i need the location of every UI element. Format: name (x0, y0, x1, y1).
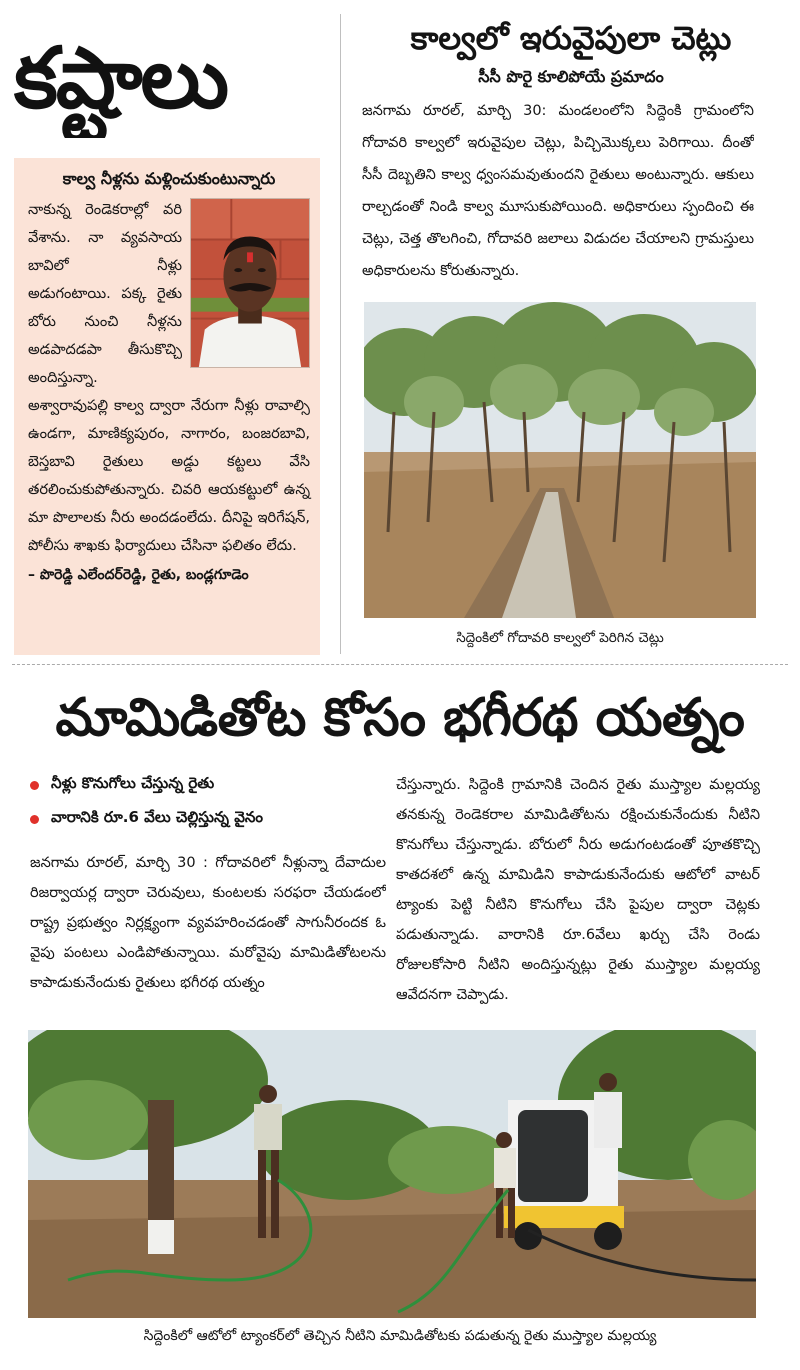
story1-body: జనగామ రూరల్, మార్చి 30: మండలంలోని సిద్దెంకి గ్రామంలోని గోదావరి కాల్వలో ఇరువైపుల చెట్లు, పిచ్చిమొక్కలు పెరిగాయి. దీంతో సీసీ దెబ్బతిని కాల్వ ధ్వంసమవుతుందని రైతులు అంటున్నారు. ఆకులు రాల్చడంతో నిండి కాల్వ మూసుకుపోయింది. అధికారులు స్పందించి ఈ చెట్లు, చెత్త తొలగించి, గోదావరి జలాలు విడుదల చేయాలని గ్రామస్తులు అధికారులను కోరుతున్నారు. (362, 103, 754, 279)
story2-headline: మామిడితోట కోసం భగీరథ యత్నం (55, 688, 745, 748)
bullet-text: వారానికి రూ.6 వేలు చెల్లిస్తున్న వైనం (51, 808, 264, 826)
bullet-item (30, 770, 386, 800)
bullet-dot-icon (30, 815, 39, 824)
story2-lead-paragraph: జనగామ రూరల్, మార్చి 30 : గోదావరిలో నీళ్లున్నా దేవాదుల రిజర్వాయర్ల ద్వారా చెరువులు, కుంటలకు సరఫరా చేయడంలో రాష్ట్ర ప్రభుత్వం నిర్లక్ష్యంగా వ్యవహరించడంతో సాగునీరందక ఓ వైపు పంటలు ఎండిపోతున్నాయి. మరోవైపు మామిడితోటలను కాపాడుకునేందుకు రైతులు భగీరథ యత్నం (30, 855, 386, 991)
canal-trees-photo (364, 302, 756, 618)
mango-orchard-photo (28, 1030, 756, 1318)
canal-photo-caption: సిద్దెంకిలో గోదావరి కాల్వలో పెరిగిన చెట్లు (456, 630, 664, 646)
farmer-quote-box (14, 158, 320, 655)
bullet-item (30, 804, 386, 834)
story1-subheadline: సీసీ పొరై కూలిపోయే ప్రమాదం (478, 67, 664, 86)
story2-continuation: చేస్తున్నారు. సిద్దెంకి గ్రామానికి చెందిన రైతు ముస్త్యాల మల్లయ్య తనకున్న రెండెకరాల మామిడితోటను రక్షించుకునేందుకు నీటిని కొనుగోలు చేస్తున్నాడు. బోరులో నీరు అడుగంటడంతో పూతకొచ్చి కాతదశలో ఉన్న మామిడిని కాపాడుకునేందుకు ఆటోలో వాటర్ ట్యాంకు పెట్టి నీటిని కొనుగోలు చేసి పైపుల ద్వారా చెట్లకు పడుతున్నాడు. వారానికి రూ.6వేలు ఖర్చు చేసి రెండు రోజులకోసారి నీటిని అందిస్తున్నట్లు రైతు ముస్త్యాల మల్లయ్య ఆవేదనగా చెప్పాడు. (396, 777, 760, 1003)
bullet-dot-icon (30, 781, 39, 790)
quote-heading: కాల్వ నీళ్లను మళ్లించుకుంటున్నారు (62, 169, 276, 188)
section-divider (12, 664, 788, 665)
column-divider (340, 14, 341, 654)
bullet-text: నీళ్లు కొనుగోలు చేస్తున్న రైతు (51, 774, 215, 792)
orchard-photo-caption: సిద్దెంకిలో ఆటోలో ట్యాంకర్‌లో తెచ్చిన నీటిని మామిడితోటకు పడుతున్న రైతు ముస్త్యాల మల్లయ్య (143, 1328, 657, 1344)
section-masthead: కష్టాలు (14, 29, 228, 127)
story1-headline: కాల్వలో ఇరువైపులా చెట్లు (410, 19, 732, 57)
story2-left-column (30, 770, 386, 1022)
quote-body: నాకున్న రెండెకరాల్లో వరి వేశాను. నా వ్యవసాయ బావిలో నీళ్లు అడుగంటాయి. పక్క రైతు బోరు నుంచి నీళ్లను అడపాదడపా తీసుకొచ్చి అందిస్తున్నా. అశ్వారావుపల్లి కాల్వ ద్వారా నేరుగా నీళ్లు రావాల్సి ఉండగా, మాణిక్యపురం, నాగారం, బంజరబావి, బెస్తబావి రైతులు అడ్డు కట్టలు వేసి తరలించుకుపోతున్నారు. చివరి ఆయకట్టులో ఉన్న మా పొలాలకు నీరు అందడంలేదు. దీనిపై ఇరిగేషన్, పోలీసు శాఖకు ఫిర్యాదులు చేసినా ఫలితం లేదు. (28, 201, 310, 554)
quote-signature: – పొరెడ్డి ఎలేందర్‌రెడ్డి, రైతు, బండ్లగూడెం (28, 567, 249, 583)
farmer-portrait-photo (190, 198, 310, 368)
